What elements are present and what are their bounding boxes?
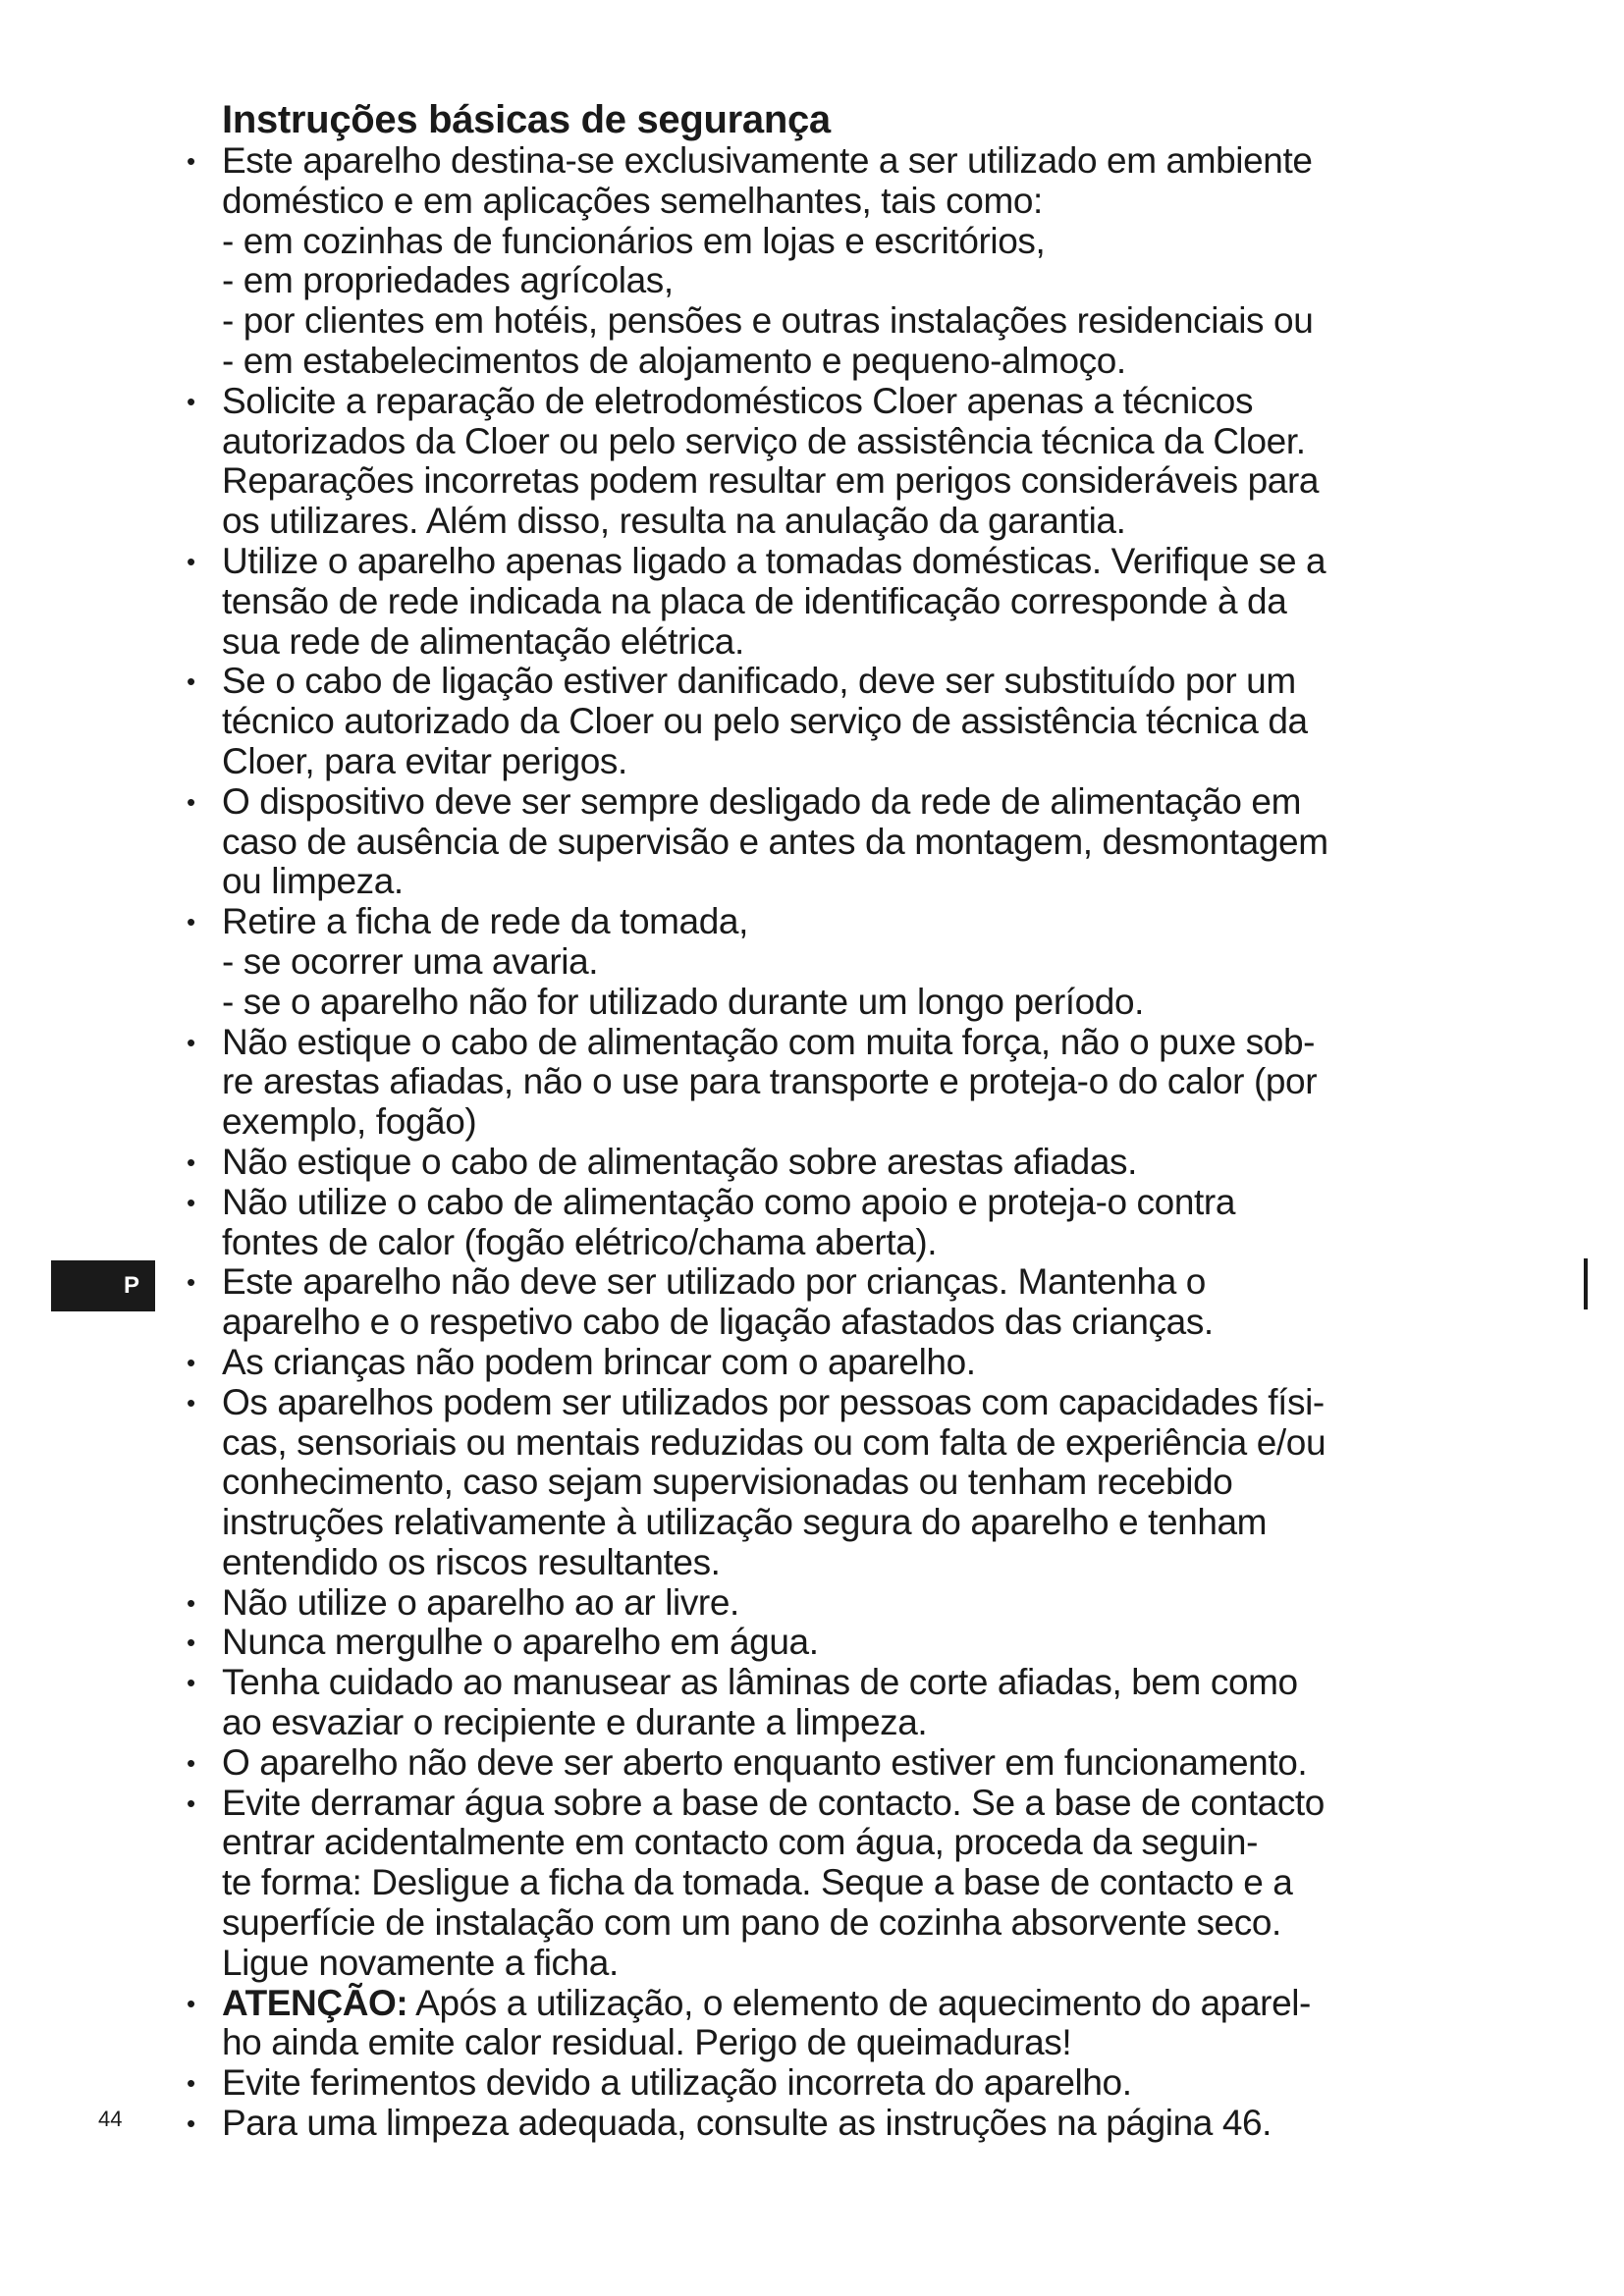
safety-instruction-item	[187, 1181, 1538, 1263]
instruction-line: - se o aparelho não for utilizado durante um longo período.	[222, 981, 1145, 1022]
instruction-line: Solicite a reparação de eletrodomésticos Cloer apenas a técnicos	[222, 380, 1254, 421]
bullet-icon: •	[187, 546, 195, 576]
instruction-line: - em propriedades agrícolas,	[222, 260, 674, 301]
instruction-line: Este aparelho destina-se exclusivamente a ser utilizado em ambiente	[222, 140, 1313, 181]
instruction-line: doméstico e em aplicações semelhantes, tais como:	[222, 180, 1043, 221]
instruction-line: autorizados da Cloer ou pelo serviço de assistência técnica da Cloer.	[222, 420, 1306, 461]
safety-instruction-item	[187, 2062, 1538, 2104]
instruction-line: fontes de calor (fogão elétrico/chama aberta).	[222, 1221, 938, 1262]
instruction-line: tensão de rede indicada na placa de identificação corresponde à da	[222, 580, 1287, 621]
instruction-line: ho ainda emite calor residual. Perigo de queimaduras!	[222, 2022, 1072, 2063]
bullet-icon: •	[187, 146, 195, 176]
instruction-line: aparelho e o respetivo cabo de ligação afastados das crianças.	[222, 1302, 1214, 1343]
instruction-line: superfície de instalação com um pano de cozinha absorvente seco.	[222, 1902, 1281, 1944]
safety-instruction-item	[187, 1261, 1538, 1343]
safety-instructions-section	[187, 98, 1538, 2144]
instruction-line: O aparelho não deve ser aberto enquanto estiver em funcionamento.	[222, 1741, 1308, 1783]
bullet-icon: •	[187, 1187, 195, 1217]
instruction-line: ou limpeza.	[222, 861, 404, 902]
instruction-line: Reparações incorretas podem resultar em perigos consideráveis para	[222, 460, 1320, 502]
instruction-line: - por clientes em hotéis, pensões e outras instalações residenciais ou	[222, 300, 1314, 342]
bullet-icon: •	[187, 1988, 195, 2018]
instruction-line: Cloer, para evitar perigos.	[222, 740, 627, 781]
bullet-icon: •	[187, 1668, 195, 1698]
instruction-line: Evite ferimentos devido a utilização incorreta do aparelho.	[222, 2062, 1132, 2104]
bullet-icon: •	[187, 1147, 195, 1177]
safety-instruction-item	[187, 1622, 1538, 1663]
bullet-icon: •	[187, 1788, 195, 1818]
bullet-icon: •	[187, 1587, 195, 1618]
instruction-line: Ligue novamente a ficha.	[222, 1942, 619, 1983]
instruction-line: Não estique o cabo de alimentação com muita força, não o puxe sob-	[222, 1021, 1316, 1062]
edge-marker	[1584, 1258, 1588, 1309]
instruction-line: ao esvaziar o recipiente e durante a limpeza.	[222, 1702, 928, 1743]
safety-instruction-item	[187, 1982, 1538, 2064]
warning-label: ATENÇÃO:	[222, 1982, 408, 2023]
instruction-line: te forma: Desligue a ficha da tomada. Seque a base de contacto e a	[222, 1862, 1293, 1903]
instruction-line: os utilizares. Além disso, resulta na anulação da garantia.	[222, 501, 1126, 542]
instruction-line: instruções relativamente à utilização segura do aparelho e tenham	[222, 1502, 1268, 1543]
instruction-line: Tenha cuidado ao manusear as lâminas de corte afiadas, bem como	[222, 1662, 1298, 1703]
safety-instruction-item	[187, 1782, 1538, 1984]
safety-instruction-item	[187, 1581, 1538, 1624]
instruction-line: sua rede de alimentação elétrica.	[222, 620, 744, 662]
safety-instruction-item	[187, 780, 1538, 902]
bullet-icon: •	[187, 786, 195, 817]
language-tab	[51, 1260, 155, 1311]
safety-instruction-item	[187, 140, 1538, 382]
bullet-icon: •	[187, 386, 195, 416]
safety-instruction-item	[187, 2103, 1538, 2144]
bullet-icon: •	[187, 2068, 195, 2099]
bullet-icon: •	[187, 1747, 195, 1778]
instruction-line: Não utilize o aparelho ao ar livre.	[222, 1581, 739, 1623]
instruction-line: exemplo, fogão)	[222, 1101, 477, 1143]
instruction-line: caso de ausência de supervisão e antes da montagem, desmontagem	[222, 821, 1328, 862]
instruction-line: Para uma limpeza adequada, consulte as instruções na página 46.	[222, 2103, 1272, 2144]
bullet-icon: •	[187, 1027, 195, 1057]
safety-instruction-item	[187, 1141, 1538, 1183]
instruction-line: Não estique o cabo de alimentação sobre arestas afiadas.	[222, 1141, 1137, 1182]
instruction-line: técnico autorizado da Cloer ou pelo serviço de assistência técnica da	[222, 701, 1308, 742]
instruction-line: Evite derramar água sobre a base de contacto. Se a base de contacto	[222, 1782, 1325, 1823]
bullet-icon: •	[187, 1387, 195, 1417]
instruction-line: Não utilize o cabo de alimentação como apoio e proteja-o contra	[222, 1181, 1235, 1222]
section-heading: Instruções básicas de segurança	[222, 98, 831, 141]
instruction-line: - em estabelecimentos de alojamento e pequeno-almoço.	[222, 340, 1126, 381]
bullet-icon: •	[187, 907, 195, 937]
bullet-icon: •	[187, 1628, 195, 1658]
instruction-line: - se ocorrer uma avaria.	[222, 940, 599, 982]
instruction-line: Nunca mergulhe o aparelho em água.	[222, 1622, 819, 1663]
instruction-text: Após a utilização, o elemento de aquecimento do aparel-	[407, 1982, 1311, 2023]
safety-instruction-item	[187, 1021, 1538, 1143]
instruction-line: As crianças não podem brincar com o aparelho.	[222, 1341, 976, 1382]
bullet-icon: •	[187, 1347, 195, 1377]
bullet-icon: •	[187, 1267, 195, 1298]
bullet-icon: •	[187, 2109, 195, 2139]
page-number: 44	[98, 2107, 123, 2131]
instruction-line: entendido os riscos resultantes.	[222, 1541, 721, 1582]
safety-instruction-item	[187, 1341, 1538, 1383]
safety-instruction-item	[187, 380, 1538, 542]
instruction-line: Se o cabo de ligação estiver danificado, deve ser substituído por um	[222, 661, 1296, 702]
safety-instruction-item	[187, 1381, 1538, 1583]
safety-instruction-item	[187, 1662, 1538, 1743]
bullet-icon: •	[187, 667, 195, 697]
instruction-line	[222, 1984, 1538, 2024]
instruction-line: cas, sensoriais ou mentais reduzidas ou com falta de experiência e/ou	[222, 1421, 1326, 1463]
safety-instruction-item	[187, 901, 1538, 1022]
instruction-line: O dispositivo deve ser sempre desligado da rede de alimentação em	[222, 780, 1302, 822]
language-tab-label: P	[123, 1272, 139, 1299]
instruction-line: conhecimento, caso sejam supervisionadas ou tenham recebido	[222, 1462, 1233, 1503]
instruction-line: Retire a ficha de rede da tomada,	[222, 901, 748, 942]
instruction-line: re arestas afiadas, não o use para transporte e proteja-o do calor (por	[222, 1061, 1318, 1102]
instruction-line: entrar acidentalmente em contacto com água, proceda da seguin-	[222, 1822, 1259, 1863]
safety-instruction-item	[187, 1741, 1538, 1784]
instruction-line: Este aparelho não deve ser utilizado por crianças. Mantenha o	[222, 1261, 1206, 1303]
safety-instruction-item	[187, 540, 1538, 662]
safety-instruction-item	[187, 661, 1538, 781]
instruction-line: - em cozinhas de funcionários em lojas e escritórios,	[222, 220, 1046, 261]
instruction-line: Utilize o aparelho apenas ligado a tomadas domésticas. Verifique se a	[222, 540, 1326, 581]
instruction-line: Os aparelhos podem ser utilizados por pessoas com capacidades físi-	[222, 1381, 1325, 1422]
safety-instructions-list	[187, 140, 1538, 2144]
